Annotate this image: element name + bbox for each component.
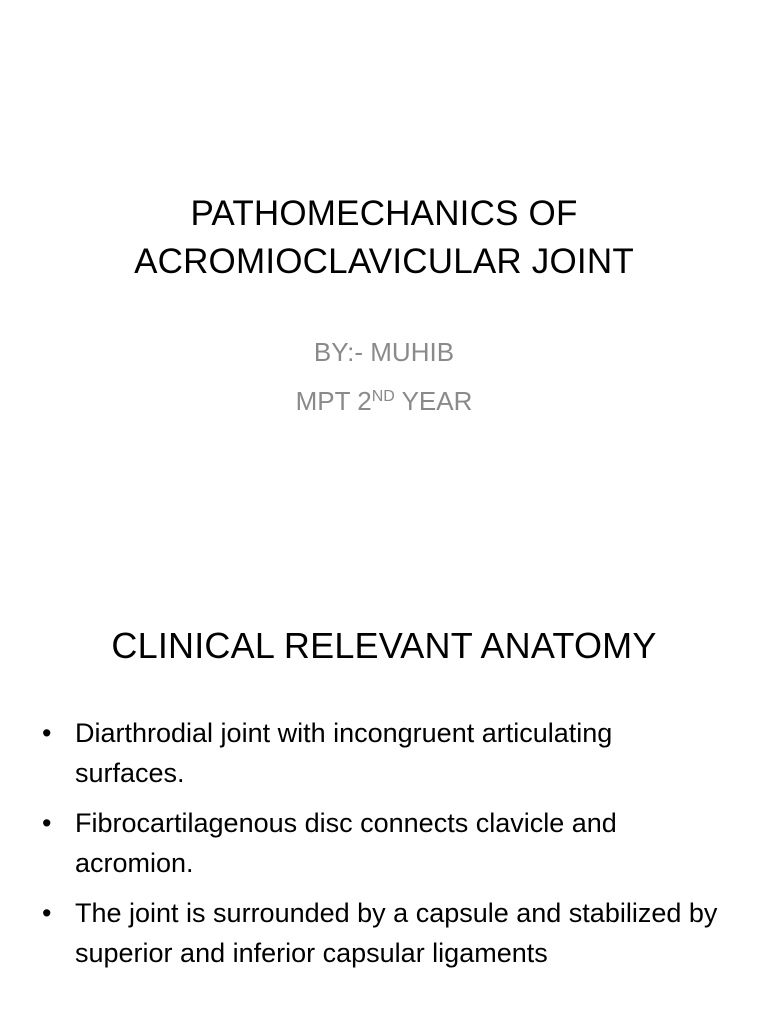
anatomy-slide — [0, 580, 768, 1024]
bullet-text: Fibrocartilagenous disc connects clavicle and acromion. — [75, 808, 617, 878]
bullet-list — [40, 713, 720, 983]
bullet-icon: • — [42, 898, 52, 928]
slide-title — [0, 190, 768, 286]
bullet-item — [40, 803, 720, 883]
bullet-item — [40, 713, 720, 793]
bullet-item — [40, 893, 720, 973]
bullet-text: Diarthrodial joint with incongruent articulating surfaces. — [75, 718, 613, 788]
title-line-2: ACROMIOCLAVICULAR JOINT — [134, 242, 634, 281]
course-line — [0, 377, 768, 426]
slide-subtitle — [0, 328, 768, 426]
course-superscript: ND — [371, 388, 395, 405]
bullet-icon: • — [42, 808, 52, 838]
bullet-text: The joint is surrounded by a capsule and stabilized by superior and inferior capsular ligaments — [75, 898, 718, 968]
course-prefix: MPT 2 — [295, 386, 372, 416]
bullet-icon: • — [42, 718, 52, 748]
title-line-1: PATHOMECHANICS OF — [190, 194, 578, 233]
course-suffix: YEAR — [394, 386, 473, 416]
author-line: BY:- MUHIB — [313, 337, 455, 367]
slide-title: CLINICAL RELEVANT ANATOMY — [111, 625, 657, 666]
